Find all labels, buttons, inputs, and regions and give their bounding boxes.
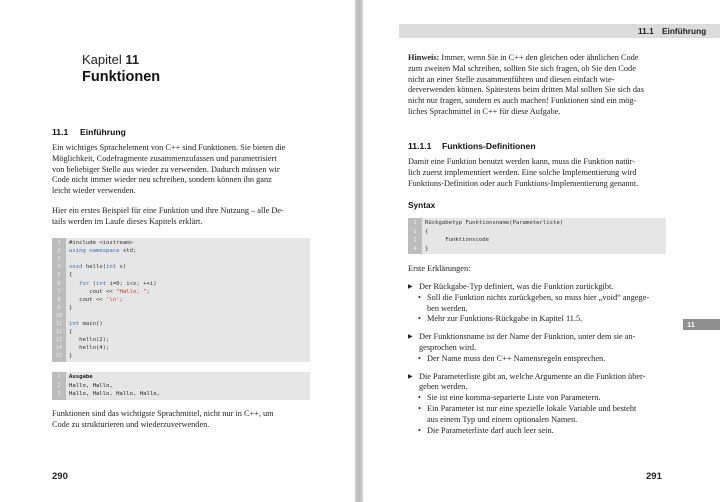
- text-line: Ein wichtiges Sprachelement von C++ sind Funktionen. Sie bieten die: [52, 143, 286, 152]
- chapter-label-prefix: Kapitel: [82, 52, 122, 67]
- example-intro-paragraph: [52, 206, 311, 228]
- line-number: 4: [57, 264, 61, 271]
- list-item: [408, 332, 667, 354]
- code-text: using namespace std;: [69, 248, 137, 255]
- line-number: 1: [57, 374, 61, 380]
- code-text: cout << "Hallo, ";: [69, 288, 150, 295]
- bullet-arrow-icon: ▶: [408, 334, 413, 341]
- subsection-title: Funktions-Definitionen: [442, 141, 536, 151]
- text-line: [408, 75, 667, 86]
- sub-list-item-line: Mehr zur Funktions-Rückgabe in Kapitel 11.5.: [427, 314, 583, 324]
- code-text: {: [69, 329, 73, 336]
- sub-list-item-line: Der Name muss den C++ Namensregeln entsprechen.: [427, 353, 606, 363]
- text-line: Damit eine Funktion benutzt werden kann, muss die Funktion natür-: [408, 157, 636, 166]
- text-line: Hier ein erstes Beispiel für eine Funktion und ihre Nutzung – alle De-: [52, 206, 284, 215]
- code-text: hello(4);: [69, 345, 110, 352]
- chapter-label: [82, 52, 139, 67]
- list-item: [408, 282, 667, 293]
- note-label: Hinweis:: [408, 53, 440, 62]
- output-listing: [52, 372, 310, 400]
- note-line-text: Immer, wenn Sie in C++ den gleichen oder ähnlichen Code: [439, 53, 639, 62]
- text-line: Funktionen sind das wichtigste Sprachmittel, nicht nur in C++, um: [52, 409, 274, 418]
- section-title: Einführung: [80, 127, 126, 137]
- code-line: [408, 236, 666, 245]
- sub-list-item: [418, 425, 667, 437]
- line-number: 14: [55, 345, 63, 352]
- line-number: 12: [55, 329, 63, 336]
- bullet-dot-icon: •: [418, 353, 421, 363]
- line-number: 1: [413, 220, 417, 226]
- code-text: Hallo, Hallo, Hallo, Hallo,: [69, 391, 160, 398]
- line-number: 4: [413, 245, 417, 252]
- code-line: [408, 245, 666, 254]
- line-number: 2: [57, 248, 61, 255]
- code-line: [52, 390, 310, 399]
- bullet-dot-icon: •: [418, 404, 421, 413]
- note-line-text: nicht an einer Stelle zusammenführen und diesen einfach wie-: [408, 74, 615, 84]
- text-line: lich zuerst implementiert werden. Eine solche Implementierung wird: [408, 167, 637, 177]
- subsection-heading: [408, 141, 536, 151]
- text-line: leicht wieder verwenden.: [52, 186, 136, 196]
- sub-list-item: [418, 314, 667, 325]
- list-item-line: Der Funktionsname ist der Name der Funktion, unter dem sie an-: [419, 332, 636, 342]
- bullet-dot-icon: •: [418, 425, 421, 435]
- right-page: [363, 0, 720, 502]
- code-text: {: [425, 228, 429, 235]
- running-head-title: Einführung: [662, 26, 707, 36]
- sub-list-item: [418, 292, 667, 315]
- bullet-dot-icon: •: [418, 292, 421, 302]
- explanations-intro: Erste Erklärungen:: [408, 264, 471, 273]
- line-number: 7: [57, 288, 61, 295]
- code-text: void hello(int x): [69, 264, 127, 271]
- line-number: 9: [57, 304, 61, 311]
- note-line-text: derverwenden können. Spätestens beim dritten Mal sollten Sie sich das: [408, 85, 644, 95]
- sub-list-item-line: Ein Parameter ist nur eine spezielle lokale Variable und besteht: [427, 404, 637, 413]
- line-number: 11: [55, 321, 63, 327]
- book-gutter: [355, 0, 363, 502]
- closing-paragraph: [52, 409, 311, 431]
- bullet-arrow-icon: ▶: [408, 373, 413, 380]
- sub-list-item: [418, 393, 667, 404]
- definition-paragraph: [408, 157, 667, 189]
- subsection-number: 11.1.1: [408, 141, 432, 151]
- note-paragraph: [408, 53, 667, 118]
- line-number: 1: [57, 240, 61, 246]
- page-number-right: 291: [646, 471, 662, 482]
- list-item: [408, 371, 667, 394]
- line-number: 3: [57, 256, 61, 263]
- chapter-tab-marker: [683, 319, 720, 330]
- note-line-text: liches Sprachmittel in C++ für diese Aufgabe.: [408, 106, 561, 116]
- code-text: {: [69, 272, 73, 279]
- text-line: [408, 107, 667, 118]
- code-line: [52, 382, 310, 391]
- list-item-line: Die Parameterliste gibt an, welche Argumente an die Funktion über-: [419, 371, 646, 381]
- text-line: Code nicht immer wieder neu schreiben, sondern können ihn ganz: [52, 175, 272, 185]
- line-number: 3: [413, 237, 417, 244]
- text-line: [408, 53, 667, 64]
- running-head-number: 11.1: [638, 26, 654, 36]
- code-text: for (int i=0; i<x; ++i): [79, 280, 157, 287]
- line-number: 10: [55, 312, 63, 319]
- section-number: 11.1: [52, 127, 69, 137]
- line-number: 5: [57, 272, 61, 279]
- list-item-line: geben werden.: [419, 382, 468, 392]
- section-heading: [52, 127, 126, 137]
- text-line: Möglichkeit, Codefragmente zusammenzufassen und parametrisiert: [52, 153, 277, 163]
- line-number: 6: [57, 280, 61, 287]
- line-number: 2: [57, 382, 61, 389]
- list-item-line: Der Rückgabe-Typ definiert, was die Funktion zurückgibt.: [419, 282, 614, 291]
- text-line: [408, 64, 667, 75]
- sub-list-item-line: Soll die Funktion nichts zurückgeben, so muss hier „void“ angege-: [427, 292, 650, 302]
- note-line-text: zum zweiten Mal schreiben, sollten Sie sich fragen, ob Sie den Code: [408, 63, 636, 73]
- bullet-arrow-icon: ▶: [408, 284, 413, 290]
- sub-list-item: [418, 353, 667, 365]
- chapter-title: Funktionen: [82, 69, 161, 85]
- code-text: Ausgabe: [69, 374, 93, 380]
- left-page: [0, 0, 355, 502]
- text-line: von beliebiger Stelle aus wieder zu verwenden. Dadurch müssen wir: [52, 164, 280, 174]
- note-line-text: nicht nur fragen, sondern es auch machen! Funktionen sind ein mög-: [408, 96, 637, 106]
- text-line: tails werden im Laufe dieses Kapitels erklärt.: [52, 216, 203, 226]
- code-text: }: [425, 245, 429, 252]
- bullet-dot-icon: •: [418, 314, 421, 324]
- code-line: [408, 228, 666, 237]
- bullet-dot-icon: •: [418, 393, 421, 403]
- sub-list-item: [418, 404, 667, 426]
- code-text: }: [69, 304, 73, 311]
- syntax-listing: [408, 218, 666, 254]
- text-line: Code zu strukturieren und wiederzuverwenden.: [52, 419, 210, 429]
- list-item-line: gesprochen wird.: [419, 342, 477, 352]
- line-number: 2: [413, 228, 417, 235]
- line-number: 13: [55, 337, 63, 344]
- text-line: Funktions-Definition oder auch Funktions-Implementierung genannt.: [408, 178, 639, 188]
- code-text: int main(): [69, 321, 103, 327]
- code-line: [52, 352, 310, 361]
- text-line: [408, 96, 667, 107]
- code-text: hello(2);: [69, 337, 110, 344]
- text-line: [408, 85, 667, 96]
- code-text: #include <iostream>: [69, 240, 133, 246]
- code-line: [408, 219, 666, 228]
- sub-list-item-line: ben werden.: [427, 303, 468, 313]
- line-number: 8: [57, 296, 61, 303]
- intro-paragraph: [52, 143, 311, 197]
- code-text: cout << '\n';: [69, 296, 123, 303]
- code-text: Funktionscode: [425, 237, 489, 244]
- sub-list-item-line: Die Parameterliste darf auch leer sein.: [427, 425, 554, 435]
- chapter-tab-label: 11: [687, 320, 695, 329]
- sub-list-item-line: aus einem Typ und einem optionalen Namen.: [427, 414, 578, 424]
- code-text: Hallo, Hallo,: [69, 382, 113, 389]
- line-number: 3: [57, 391, 61, 398]
- page-number-left: 290: [52, 471, 68, 482]
- code-text: Rückgabetyp Funktionsname(Parameterliste): [425, 220, 564, 226]
- code-line: [52, 373, 310, 382]
- code-text: }: [69, 353, 73, 360]
- line-number: 15: [55, 353, 63, 360]
- chapter-number: 11: [125, 52, 140, 67]
- code-listing: [52, 238, 310, 362]
- running-head: [399, 24, 720, 38]
- sub-list-item-line: Sie ist eine komma-separierte Liste von Parametern.: [427, 393, 601, 403]
- syntax-label: Syntax: [408, 200, 436, 210]
